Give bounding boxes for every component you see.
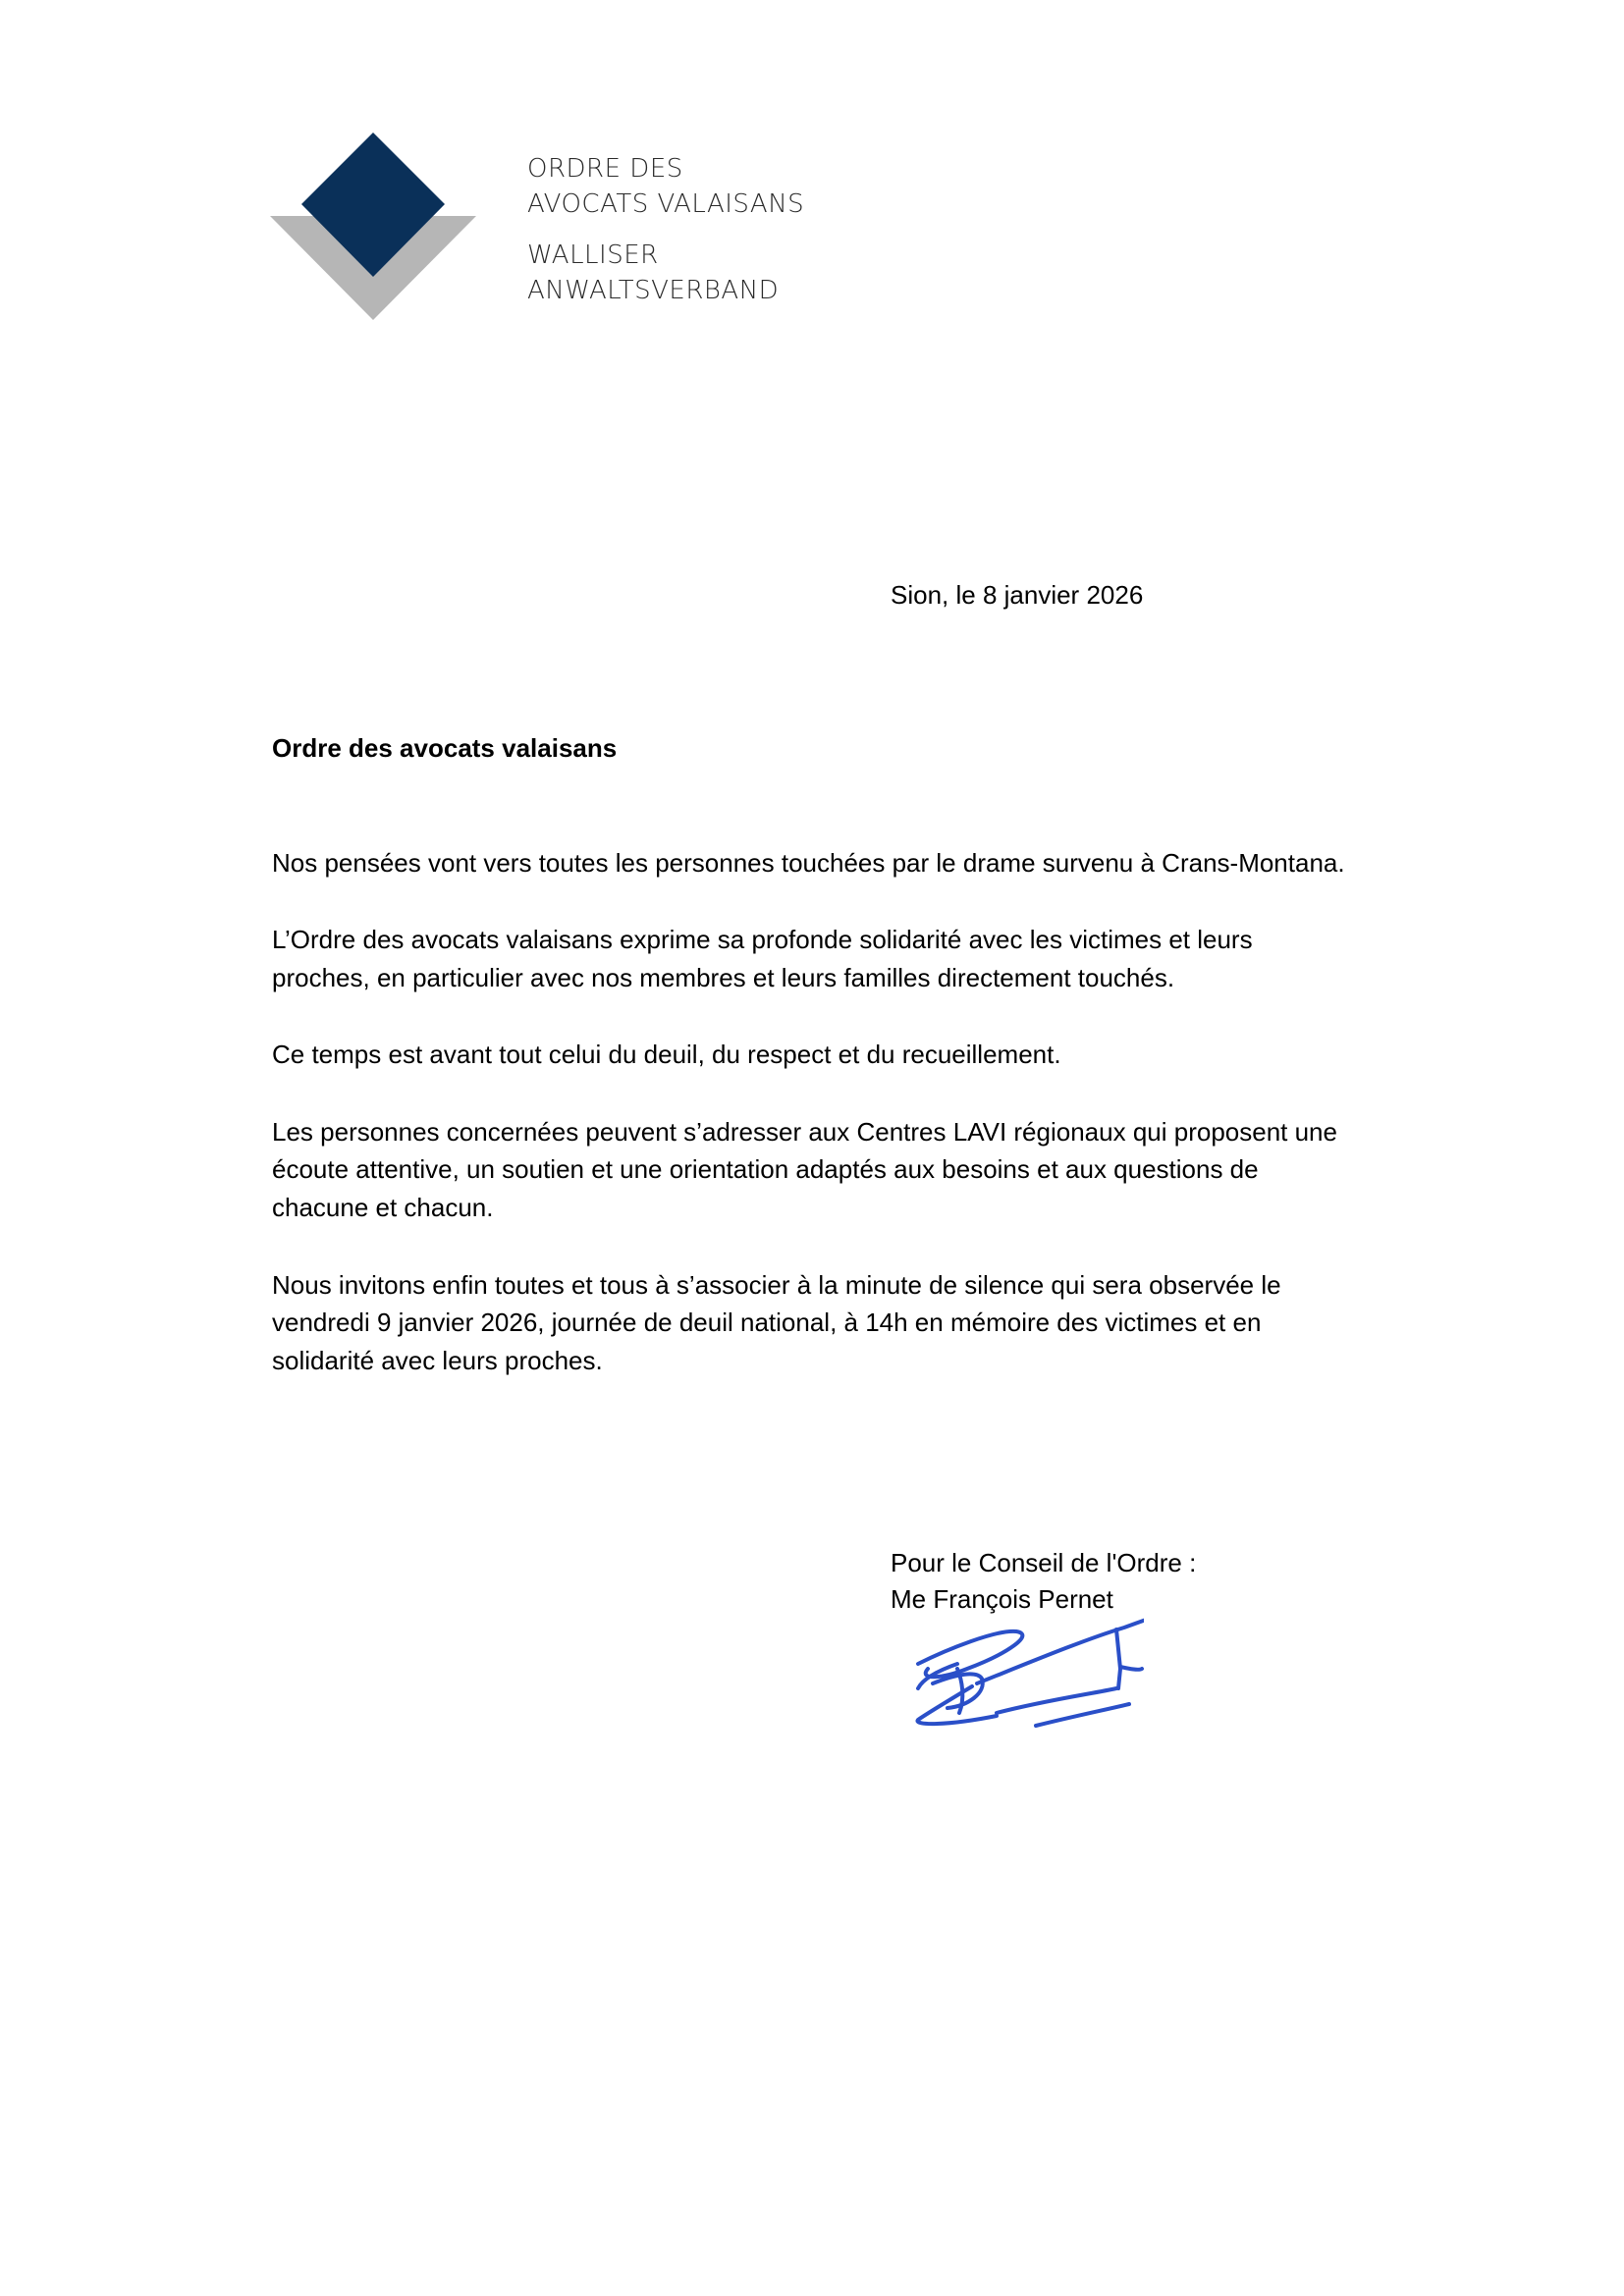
paragraph-5-line-3: solidarité avec leurs proches.	[272, 1346, 603, 1375]
date-line: Sion, le 8 janvier 2026	[891, 580, 1144, 610]
paragraph-3-line-1: Ce temps est avant tout celui du deuil, du respect et du recueillement.	[272, 1040, 1061, 1069]
paragraph-1-line-1: Nos pensées vont vers toutes les personnes touchées par le drame survenu à Crans-Montana.	[272, 848, 1345, 878]
closing-line: Pour le Conseil de l'Ordre :	[891, 1548, 1197, 1577]
org-name-de-line1: WALLISER	[527, 240, 659, 270]
letter-heading: Ordre des avocats valaisans	[272, 733, 618, 763]
org-name-fr-line1: ORDRE DES	[527, 154, 683, 184]
paragraph-4-line-2: écoute attentive, un soutien et une orientation adaptés aux besoins et aux questions de	[272, 1154, 1259, 1184]
signatory-name: Me François Pernet	[891, 1584, 1113, 1614]
handwritten-signature-icon	[889, 1610, 1144, 1737]
paragraph-2-line-1: L’Ordre des avocats valaisans exprime sa profonde solidarité avec les victimes et leurs	[272, 925, 1253, 954]
paragraph-4-line-3: chacune et chacun.	[272, 1193, 494, 1222]
paragraph-2-line-2: proches, en particulier avec nos membres et leurs familles directement touchés.	[272, 963, 1175, 992]
paragraph-5-line-1: Nous invitons enfin toutes et tous à s’associer à la minute de silence qui sera observée le	[272, 1270, 1281, 1300]
org-name-fr-line2: AVOCATS VALAISANS	[527, 189, 805, 219]
letterhead-logo	[265, 128, 913, 324]
diamond-logo-icon	[265, 128, 491, 324]
paragraph-5-line-2: vendredi 9 janvier 2026, journée de deuil national, à 14h en mémoire des victimes et en	[272, 1308, 1262, 1337]
org-name-de-line2: ANWALTSVERBAND	[527, 276, 780, 305]
paragraph-4-line-1: Les personnes concernées peuvent s’adresser aux Centres LAVI régionaux qui proposent une	[272, 1117, 1337, 1147]
